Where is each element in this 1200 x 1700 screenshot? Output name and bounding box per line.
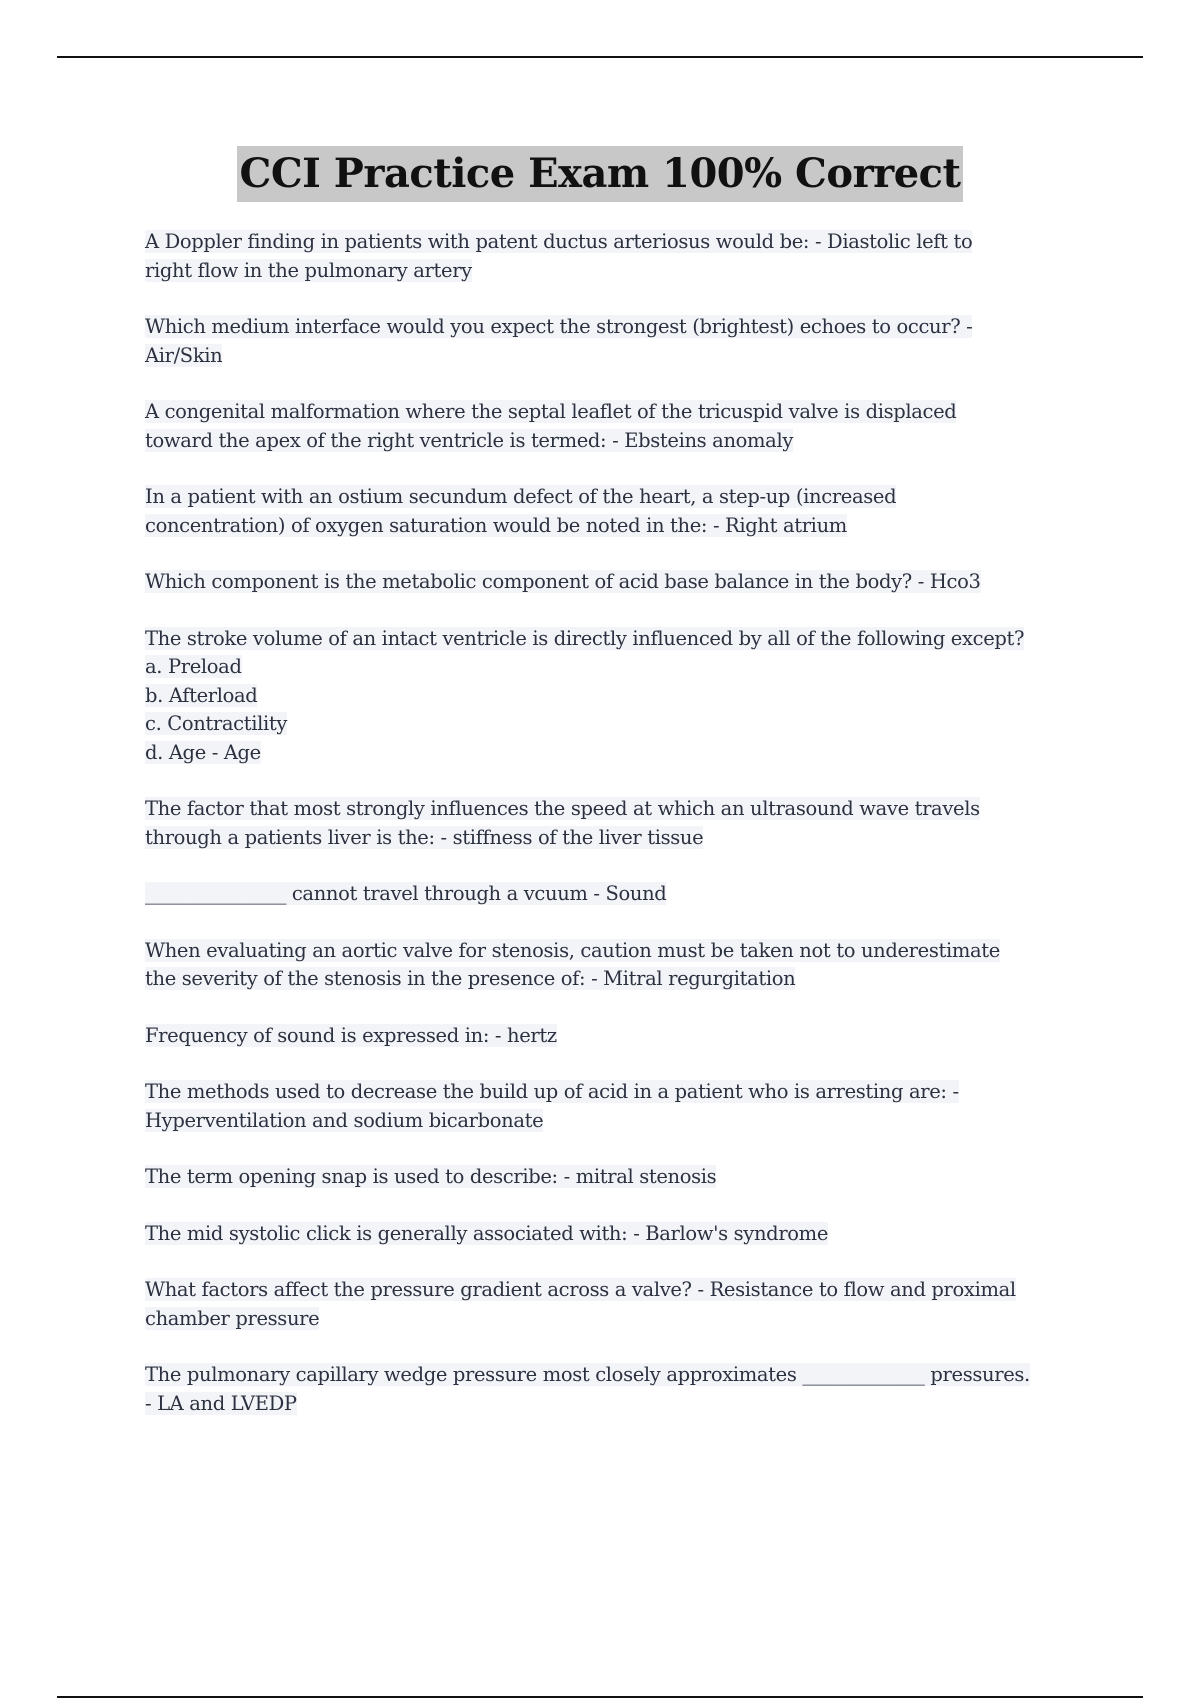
text-line <box>145 1107 1095 1136</box>
line-text: Air/Skin <box>145 343 223 367</box>
text-line <box>145 1022 1095 1051</box>
question-answer-item <box>145 1361 1095 1418</box>
text-line <box>145 710 1095 739</box>
text-line <box>145 937 1095 966</box>
header-rule <box>57 56 1143 58</box>
line-text: toward the apex of the right ventricle is termed: - Ebsteins anomaly <box>145 428 794 452</box>
text-line <box>145 653 1095 682</box>
line-text: The term opening snap is used to describe: - mitral stenosis <box>145 1165 717 1188</box>
document-title: CCI Practice Exam 100% Correct <box>237 146 962 202</box>
line-text: through a patients liver is the: - stiffness of the liver tissue <box>145 825 704 849</box>
question-answer-item <box>145 313 1095 370</box>
line-text: A congenital malformation where the septal leaflet of the tricuspid valve is displaced <box>145 400 957 423</box>
line-text: In a patient with an ostium secundum defect of the heart, a step-up (increased <box>145 485 897 508</box>
title-block <box>0 146 1200 202</box>
text-line <box>145 880 1095 909</box>
line-text: b. Afterload <box>145 683 258 707</box>
text-line <box>145 625 1095 654</box>
line-text: concentration) of oxygen saturation would be noted in the: - Right atrium <box>145 513 847 537</box>
line-text: Which medium interface would you expect the strongest (brightest) echoes to occur? - <box>145 315 973 338</box>
text-line <box>145 1163 1095 1192</box>
line-text: The pulmonary capillary wedge pressure most closely approximates _____________ pressures. <box>145 1363 1030 1386</box>
line-text: chamber pressure <box>145 1306 320 1330</box>
question-answer-item <box>145 1022 1095 1051</box>
text-line <box>145 1361 1095 1390</box>
footer-rule <box>57 1696 1143 1698</box>
question-answer-item <box>145 625 1095 768</box>
line-text: The methods used to decrease the build up of acid in a patient who is arresting are: - <box>145 1080 959 1103</box>
question-list <box>145 228 1095 1446</box>
line-text: What factors affect the pressure gradient across a valve? - Resistance to flow and proximal <box>145 1278 1016 1301</box>
text-line <box>145 512 1095 541</box>
text-line <box>145 228 1095 257</box>
line-text: The mid systolic click is generally associated with: - Barlow's syndrome <box>145 1221 829 1245</box>
line-text: the severity of the stenosis in the presence of: - Mitral regurgitation <box>145 967 796 990</box>
text-line <box>145 483 1095 512</box>
line-text: a. Preload <box>145 655 242 678</box>
line-text: Frequency of sound is expressed in: - hertz <box>145 1023 557 1047</box>
text-line <box>145 342 1095 371</box>
text-line <box>145 739 1095 768</box>
text-line <box>145 1276 1095 1305</box>
line-text: A Doppler finding in patients with patent ductus arteriosus would be: - Diastolic left to <box>145 230 973 253</box>
line-text: d. Age - Age <box>145 740 261 764</box>
line-text: right flow in the pulmonary artery <box>145 258 472 282</box>
question-answer-item <box>145 1220 1095 1249</box>
line-text: Which component is the metabolic component of acid base balance in the body? - Hco3 <box>145 570 981 593</box>
line-text: When evaluating an aortic valve for stenosis, caution must be taken not to underestimate <box>145 938 1000 962</box>
text-line <box>145 824 1095 853</box>
question-answer-item <box>145 1276 1095 1333</box>
question-answer-item <box>145 483 1095 540</box>
question-answer-item <box>145 795 1095 852</box>
line-text: The stroke volume of an intact ventricle is directly influenced by all of the following except? <box>145 626 1025 650</box>
line-text: _______________ cannot travel through a vcuum - Sound <box>145 882 667 905</box>
text-line <box>145 1305 1095 1334</box>
text-line <box>145 1390 1095 1419</box>
question-answer-item <box>145 937 1095 994</box>
line-text: The factor that most strongly influences the speed at which an ultrasound wave travels <box>145 797 980 820</box>
question-answer-item <box>145 228 1095 285</box>
text-line <box>145 568 1095 597</box>
text-line <box>145 965 1095 994</box>
line-text: Hyperventilation and sodium bicarbonate <box>145 1108 544 1132</box>
text-line <box>145 427 1095 456</box>
question-answer-item <box>145 568 1095 597</box>
text-line <box>145 1220 1095 1249</box>
line-text: - LA and LVEDP <box>145 1391 297 1415</box>
question-answer-item <box>145 880 1095 909</box>
text-line <box>145 682 1095 711</box>
text-line <box>145 398 1095 427</box>
text-line <box>145 795 1095 824</box>
text-line <box>145 313 1095 342</box>
question-answer-item <box>145 1078 1095 1135</box>
line-text: c. Contractility <box>145 712 288 735</box>
question-answer-item <box>145 1163 1095 1192</box>
text-line <box>145 257 1095 286</box>
text-line <box>145 1078 1095 1107</box>
question-answer-item <box>145 398 1095 455</box>
